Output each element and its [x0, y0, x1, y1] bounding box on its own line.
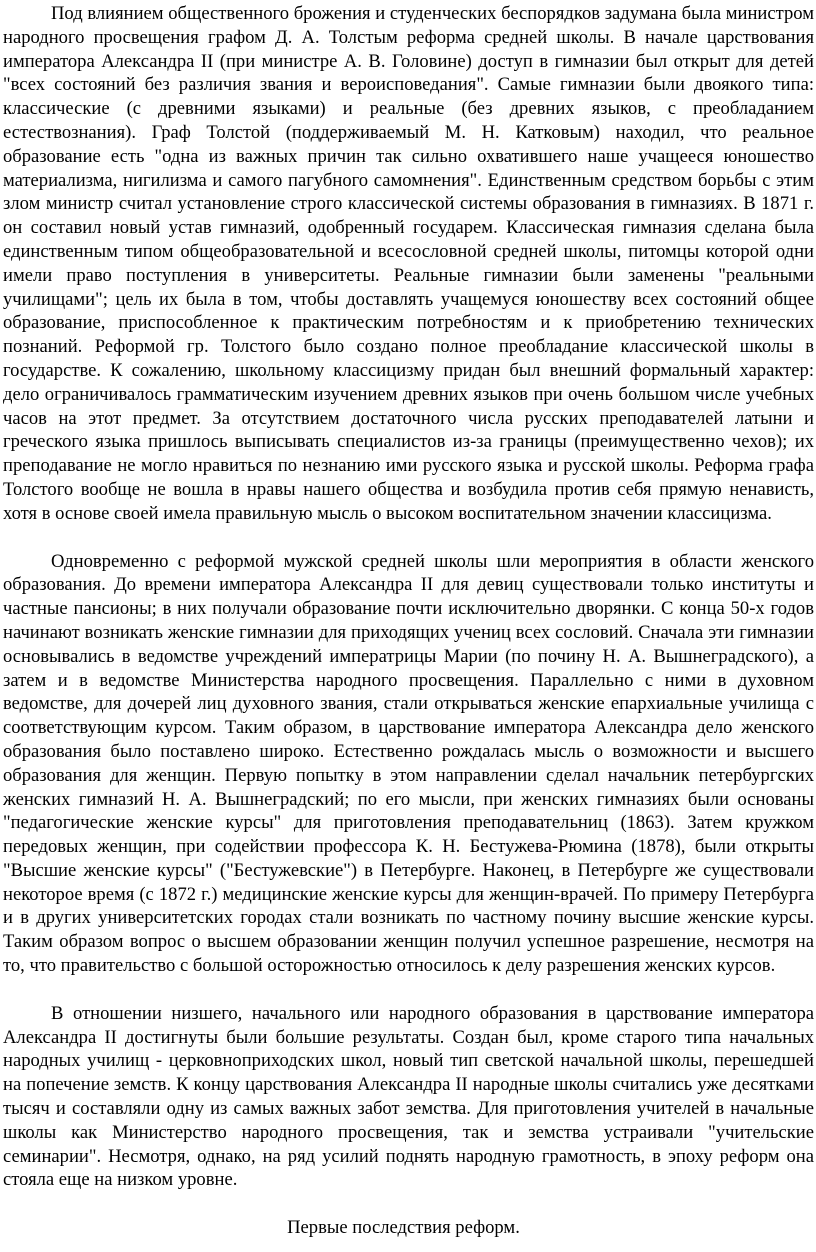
paragraph-primary-education: В отношении низшего, начального или народного образования в царствование императора Александра II достигнуты были большие результаты. Создан был, кроме старого типа начальных народных училищ - церковноприходских школ, новый тип светской начальной школы, перешедшей на попечение земств. К концу царствования Александра II народные школы считались уже десятками тысяч и составляли одну из самых важных забот земства. Для приготовления учителей в начальные школы как Министерство народного просвещения, так и земства устраивали "учительские семинарии". Несмотря, однако, на ряд усилий поднять народную грамотность, в эпоху реформ она стояла еще на низком уровне.	[3, 1002, 814, 1191]
paragraph-spacer	[3, 978, 814, 1002]
paragraph-spacer	[3, 1192, 814, 1216]
paragraph-womens-education: Одновременно с реформой мужской средней школы шли мероприятия в области женского образования. До времени императора Александра II для девиц существовали только институты и частные пансионы; в них получали образование почти исключительно дворянки. С конца 50-х годов начинают возникать женские гимназии для приходящих учениц всех сословий. Сначала эти гимназии основывались в ведомстве учреждений императрицы Марии (по почину Н. А. Вышнеградского), а затем и в ведомстве Министерства народного просвещения. Параллельно с ними в духовном ведомстве, для дочерей лиц духовного звания, стали открываться женские епархиальные училища с соответствующим курсом. Таким образом, в царствование императора Александра дело женского образования было поставлено широко. Естественно рождалась мысль о возможности и высшего образования для женщин. Первую попытку в этом направлении сделал начальник петербургских женских гимназий Н. А. Вышнеградский; по его мысли, при женских гимназиях были основаны "педагогические женские курсы" для приготовления преподавательниц (1863). Затем кружком передовых женщин, при содействии профессора К. Н. Бестужева-Рюмина (1878), были открыты "Высшие женские курсы" ("Бестужевские") в Петербурге. Наконец, в Петербурге же существовали некоторое время (с 1872 г.) медицинские женские курсы для женщин-врачей. По примеру Петербурга и в других университетских городах стали возникать по частному почину высшие женские курсы. Таким образом вопрос о высшем образовании женщин получил успешное разрешение, несмотря на то, что правительство с большой осторожностью относилось к делу разрешения женских курсов.	[3, 550, 814, 977]
paragraph-spacer	[3, 526, 814, 550]
section-heading: Первые последствия реформ.	[287, 1217, 520, 1239]
paragraph-gymnasium-reform: Под влиянием общественного брожения и студенческих беспорядков задумана была министром народного просвещения графом Д. А. Толстым реформа средней школы. В начале царствования императора Александра II (при министре А. В. Головине) доступ в гимназии был открыт для детей "всех состояний без различия звания и вероисповедания". Самые гимназии были двоякого типа: классические (с древними языками) и реальные (без древних языков, с преобладанием естествознания). Граф Толстой (поддерживаемый М. Н. Катковым) находил, что реальное образование есть "одна из важных причин так сильно охватившего наше учащееся юношество материализма, нигилизма и самого пагубного самомнения". Единственным средством борьбы с этим злом министр считал установление строго классической системы образования в гимназиях. В 1871 г. он составил новый устав гимназий, одобренный государем. Классическая гимназия сделана была единственным типом общеобразовательной и всесословной средней школы, питомцы которой одни имели право поступления в университеты. Реальные гимназии были заменены "реальными училищами"; цель их была в том, чтобы доставлять учащемуся юношеству всех состояний общее образование, приспособленное к практическим потребностям и к приобретению технических познаний. Реформой гр. Толстого было создано полное преобладание классической школы в государстве. К сожалению, школьному классицизму придан был внешний формальный характер: дело ограничивалось грамматическим изучением древних языков при очень большом числе учебных часов на этот предмет. За отсутствием достаточного числа русских преподавателей латыни и греческого языка пришлось выписывать специалистов из-за границы (преимущественно чехов); их преподавание не могло нравиться по незнанию ими русского языка и русской школы. Реформа графа Толстого вообще не вошла в нравы нашего общества и возбудила против себя прямую ненависть, хотя в основе своей имела правильную мысль о высоком воспитательном значении классицизма.	[3, 3, 814, 524]
